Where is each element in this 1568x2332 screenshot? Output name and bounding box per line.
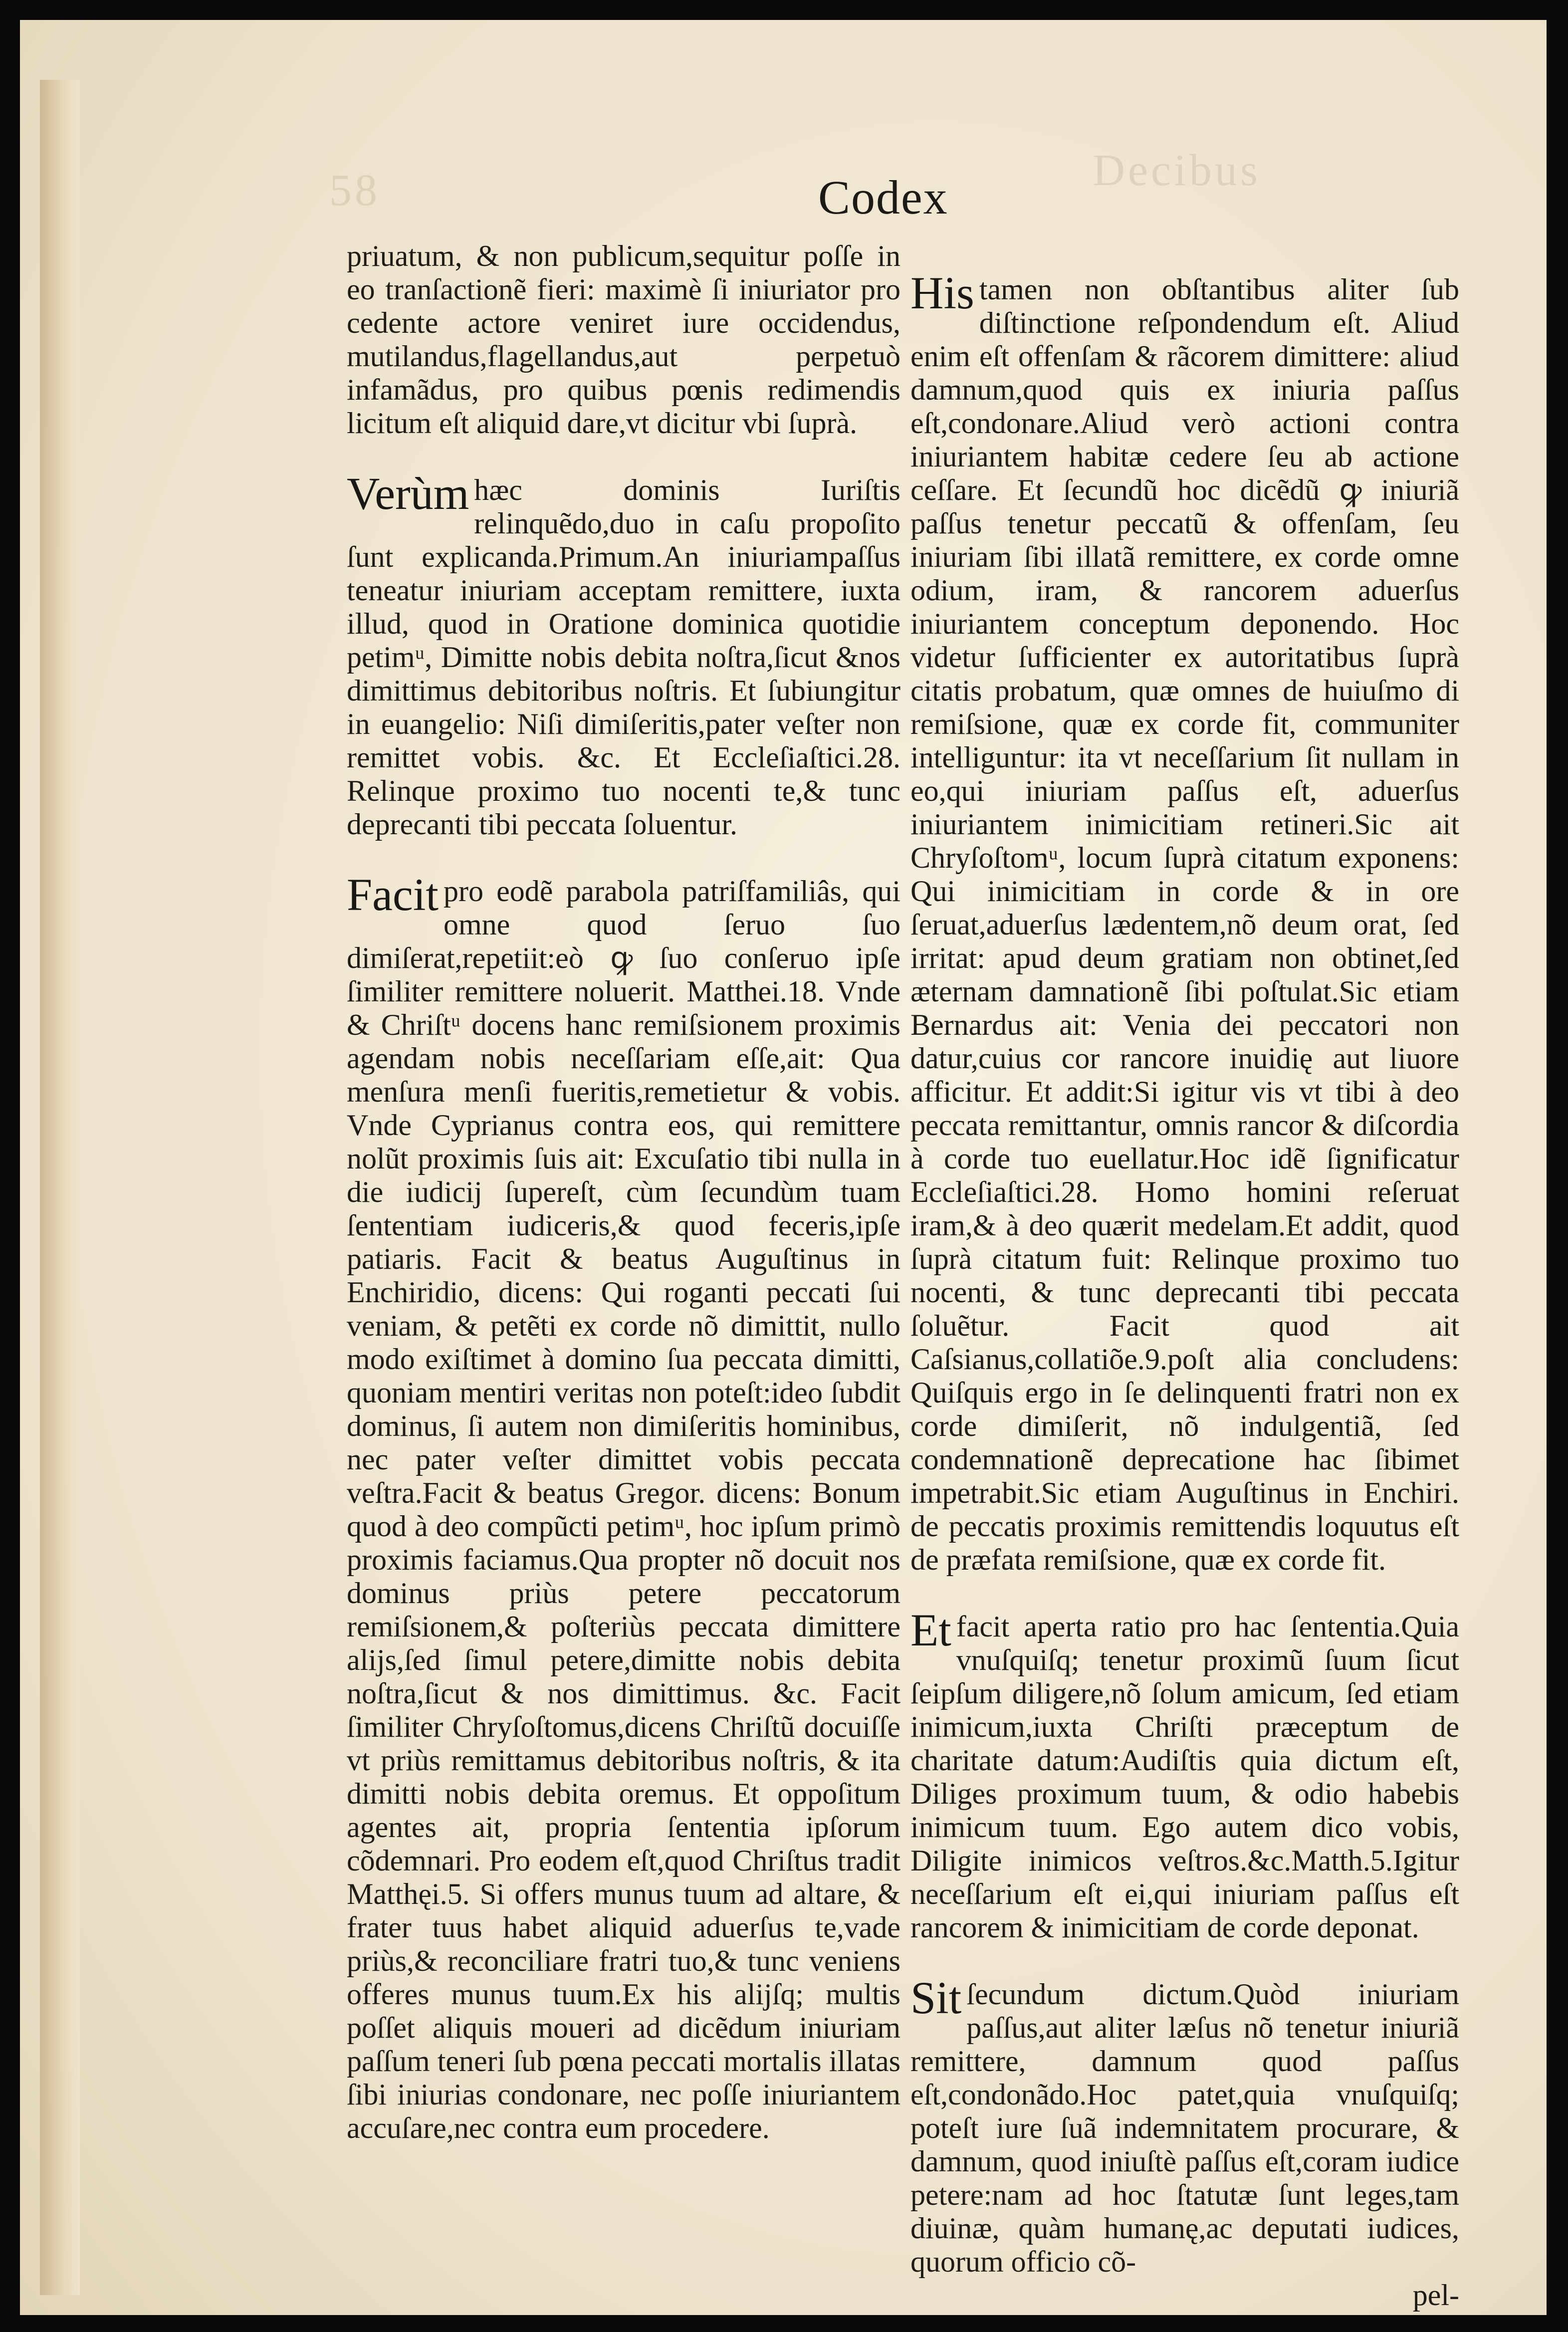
left-paragraph-2-text: hæc dominis Iuriſtis relinquẽdo,duo in caſu propoſito ſunt explicanda.Primum.An iniuriampaſſus teneatur iniuriam acceptam remittere, iuxta illud, quod in Oratione dominica quotidie petimᵘ, Dimitte nobis debita noſtra,ſicut &nos dimittimus debitoribus noſtris. Et ſubiungitur in euangelio: Niſi dimiſeritis,pater veſter non remittet vobis. &c. Et Eccleſiaſtici.28. Relinque proximo tuo nocenti te,& tunc deprecanti tibi peccata ſoluentur. xyxy=(347,473,900,841)
initial-word-facit: Facit xyxy=(347,869,439,920)
right-paragraph-3-text: ſecundum dictum.Quòd iniuriam paſſus,aut aliter læſus nõ tenetur iniuriã remittere, damnum quod paſſus eſt,condonãdo.Hoc patet,quia vnuſquiſq; poteſt iure ſuã indemnitatem procurare, & damnum, quod iniuſtè paſſus eſt,coram iudice petere:nam ad hoc ſtatutæ ſunt leges,tam diuinæ, quàm humanę,ac deputati iudices, quorum officio cõ- xyxy=(910,1978,1459,2278)
left-column xyxy=(347,239,900,2145)
initial-word-et: Et xyxy=(910,1605,951,1655)
left-paragraph-2 xyxy=(347,440,900,841)
initial-word-sit: Sit xyxy=(910,1972,962,2023)
initial-word-verum: Verùm xyxy=(347,468,469,519)
initial-word-his: His xyxy=(910,267,974,318)
right-paragraph-1 xyxy=(910,239,1459,1577)
left-paragraph-3-text: pro eodẽ parabola patriſfamiliâs, qui omne quod ſeruo ſuo dimiſerat,repetiit:eò ꝙ ſuo conſeruo ipſe ſimiliter remittere noluerit. Matthei.18. Vnde & Chriſtᵘ docens hanc remiſsionem proximis agendam nobis neceſſariam eſſe,ait: Qua menſura menſi fueritis,remetietur & vobis. Vnde Cyprianus contra eos, qui remittere nolũt proximis ſuis ait: Excuſatio tibi nulla in die iudicij ſupereſt, cùm ſecundùm tuam ſententiam iudiceris,& quod feceris,ipſe patiaris. Facit & beatus Auguſtinus in Enchiridio, dicens: Qui roganti peccati ſui veniam, & petẽti ex corde nõ dimittit, nullo modo exiſtimet à domino ſua peccata dimitti, quoniam mentiri veritas non poteſt:ideo ſubdit dominus, ſi autem non dimiſeritis hominibus, nec pater veſter dimittet vobis peccata veſtra.Facit & beatus Gregor. dicens: Bonum quod à deo compũcti petimᵘ, hoc ipſum primò proximis faciamus.Qua propter nõ docuit nos dominus priùs petere peccatorum remiſsionem,& poſteriùs peccata dimittere alijs,ſed ſimul petere,dimitte nobis debita noſtra,ſicut & nos dimittimus. &c. Facit ſimiliter Chryſoſtomus,dicens Chriſtũ docuiſſe vt priùs remittamus debitoribus noſtris, & ita dimitti nobis debita oremus. Et oppoſitum agentes ait, propria ſententia ipſorum cõdemnari. Pro eodem eſt,quod Chriſtus tradit Matthęi.5. Si offers munus tuum ad altare, & frater tuus habet aliquid aduerſus te,vade priùs,& reconciliare fratri tuo,& tunc veniens offeres munus tuum.Ex his alijſq; multis poſſet aliquis moueri ad dicẽdum iniuriam paſſum teneri ſub pœna peccati mortalis illatas ſibi iniurias condonare, nec poſſe iniuriantem accuſare,nec contra eum procedere. xyxy=(347,875,900,2144)
left-paragraph-3 xyxy=(347,841,900,2145)
page-edge xyxy=(40,80,80,2295)
book-page xyxy=(20,20,1547,2315)
running-title: Codex xyxy=(818,171,948,224)
right-column xyxy=(910,239,1459,2312)
bleed-through-right: Decibus xyxy=(1093,146,1261,195)
right-paragraph-2 xyxy=(910,1577,1459,1944)
right-paragraph-3 xyxy=(910,1944,1459,2279)
left-paragraph-1: priuatum, & non publicum,sequitur poſſe in eo tranſactionẽ fieri: maximè ſi iniuriator pro cedente actore veniret iure occidendus, mutilandus,flagellandus,aut perpetuò infamãdus, pro quibus pœnis redimendis licitum eſt aliquid dare,vt dicitur vbi ſuprà. xyxy=(347,239,900,440)
catchword: pel- xyxy=(1412,2279,1459,2312)
bleed-through-left: 58 xyxy=(329,166,380,215)
right-paragraph-2-text: facit aperta ratio pro hac ſententia.Quia vnuſquiſq; tenetur proximũ ſuum ſicut ſeipſum diligere,nõ ſolum amicum, ſed etiam inimicum,iuxta Chriſti præceptum de charitate datum:Audiſtis quia dictum eſt, Diliges proximum tuum, & odio habebis inimicum tuum. Ego autem dico vobis, Diligite inimicos veſtros.&c.Matth.5.Igitur neceſſarium eſt ei,qui iniuriam paſſus eſt rancorem & inimicitiam de corde deponat. xyxy=(910,1610,1459,1944)
right-paragraph-1-text: tamen non obſtantibus aliter ſub diſtinctione reſpondendum eſt. Aliud enim eſt offenſam & rãcorem dimittere: aliud damnum,quod quis ex iniuria paſſus eſt,condonare.Aliud verò actioni contra iniuriantem habitæ cedere ſeu ab actione ceſſare. Et ſecundũ hoc dicẽdũ ꝙ iniuriã paſſus tenetur peccatũ & offenſam, ſeu iniuriam ſibi illatã remittere, ex corde omne odium, iram, & rancorem aduerſus iniuriantem conceptum deponendo. Hoc videtur ſufficienter ex autoritatibus ſuprà citatis probatum, quæ omnes de huiuſmo di remiſsione, quæ ex corde fit, communiter intelliguntur: ita vt neceſſarium ſit nullam in eo,qui iniuriam paſſus eſt, aduerſus iniuriantem inimicitiam retineri.Sic ait Chryſoſtomᵘ, locum ſuprà citatum exponens: Qui inimicitiam in corde & in ore ſeruat,aduerſus lædentem,nõ deum orat, ſed irritat: apud deum gratiam non obtinet,ſed æternam damnationẽ ſibi poſtulat.Sic etiam Bernardus ait: Venia dei peccatori non datur,cuius cor rancore inuidię aut liuore afficitur. Et addit:Si igitur vis vt tibi à deo peccata remittantur, omnis rancor & diſcordia à corde tuo euellatur.Hoc idẽ ſignificatur Eccleſiaſtici.28. Homo homini reſeruat iram,& à deo quærit medelam.Et addit, quod ſuprà citatum fuit: Relinque proximo tuo nocenti, & tunc deprecanti tibi peccata ſoluẽtur. Facit quod ait Caſsianus,collatiõe.9.poſt alia concludens: Quiſquis ergo in ſe delinquenti fratri non ex corde dimiſerit, nõ indulgentiã, ſed condemnationẽ deprecatione hac ſibimet impetrabit.Sic etiam Auguſtinus in Enchiri. de peccatis proximis remittendis loquutus eſt de præfata remiſsione, quæ ex corde fit. xyxy=(910,273,1459,1576)
